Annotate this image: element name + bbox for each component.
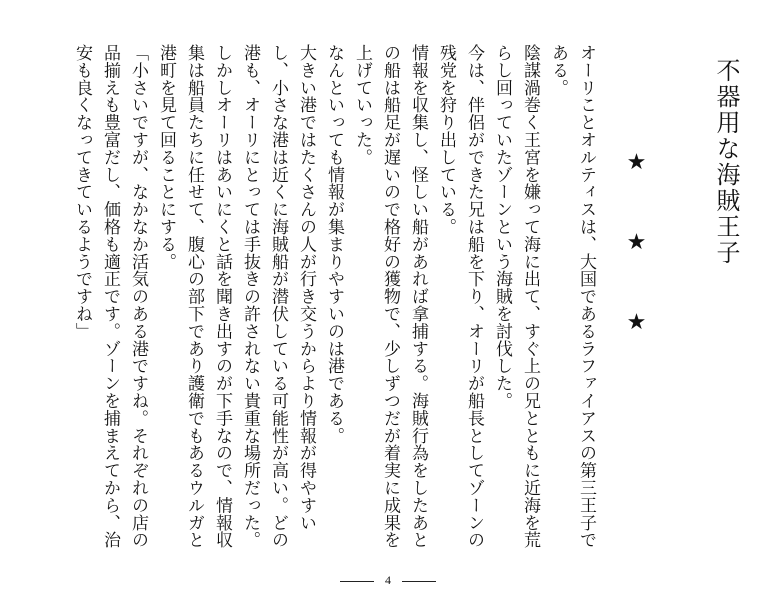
body-text bbox=[68, 44, 600, 564]
paragraph: 情報を収集し、怪しい船があれば拿捕する。海賊行為をしたあとの船は船足が遅いので格好の獲物で、少しずつだが着実に成果を上げていった。 bbox=[352, 44, 428, 549]
paragraph: 陰謀渦巻く王宮を嫌って海に出て、すぐ上の兄とともに近海を荒らし回っていたゾーンという海賊を討伐した。 bbox=[492, 44, 540, 549]
paragraph: 大きい港ではたくさんの人が行き交うからより情報が得やすいし、小さな港は近くに海賊船が潜伏している可能性が高い。どの港も、オーリにとっては手抜きの許されない貴重な場所だった。 bbox=[240, 44, 316, 549]
paragraph: 「小さいですが、なかなか活気のある港ですね。それぞれの店の品揃えも豊富だし、価格も適正です。ゾーンを捕まえてから、治安も良くなってきているようですね」 bbox=[72, 44, 148, 549]
paragraph: なんといっても情報が集まりやすいのは港である。 bbox=[324, 44, 344, 445]
page-footer bbox=[0, 573, 776, 588]
page-number: 4 bbox=[385, 573, 391, 587]
paragraph: しかしオーリはあいにくと話を聞き出すのが下手なので、情報収集は船員たちに任せて、腹心の部下であり護衛でもあるウルガと港町を見て回ることにする。 bbox=[156, 44, 232, 549]
footer-rule-left bbox=[340, 581, 374, 582]
paragraph: オーリことオルティスは、大国であるラファイアスの第三王子である。 bbox=[548, 44, 596, 549]
footer-rule-right bbox=[402, 581, 436, 582]
section-break: ★ ★ ★ bbox=[624, 150, 649, 359]
chapter-title: 不器用な海賊王子 bbox=[712, 58, 740, 266]
paragraph: 今は、伴侶ができた兄は船を下り、オーリが船長としてゾーンの残党を狩り出している。 bbox=[436, 44, 484, 549]
